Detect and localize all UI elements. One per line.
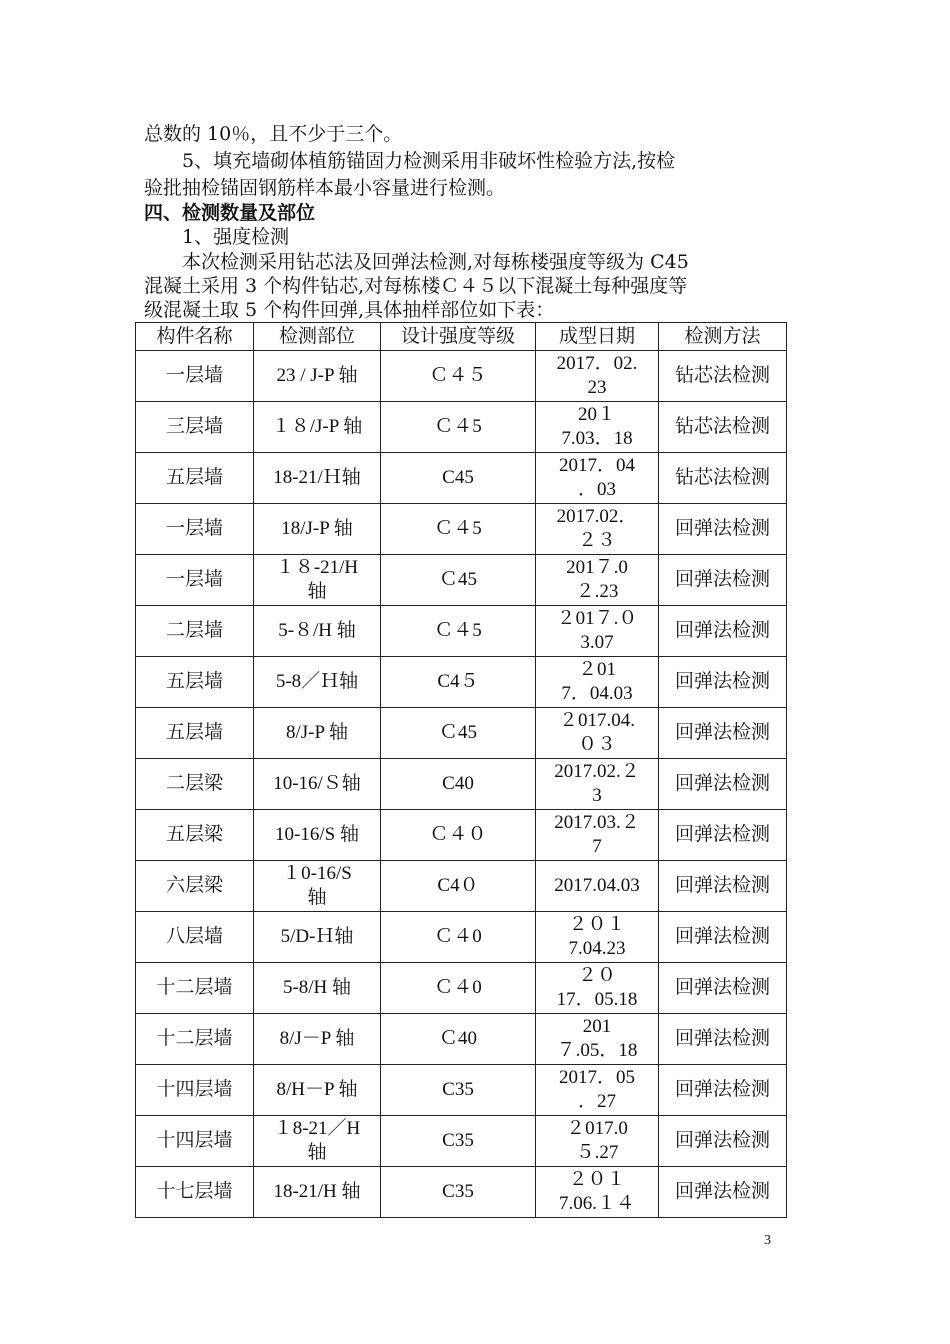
cell-text: 5/D-Ｈ轴 xyxy=(280,926,354,947)
cell-text: 三层墙 xyxy=(165,416,223,437)
cell-text: 二层梁 xyxy=(165,773,223,794)
member-name-cell xyxy=(136,912,254,963)
cell-text: 一层墙 xyxy=(165,518,223,539)
column-header: 构件名称 xyxy=(136,323,254,351)
cell-text: 201 ７.05．18 xyxy=(556,1016,638,1061)
column-header: 成型日期 xyxy=(536,323,659,351)
cell-text: 23 / J-P 轴 xyxy=(276,365,358,386)
cell-text: 钻芯法检测 xyxy=(674,365,770,386)
cell-text: C35 xyxy=(442,1181,474,1202)
test-location-cell xyxy=(254,708,381,759)
member-name-cell xyxy=(136,657,254,708)
casting-date-cell xyxy=(536,504,659,555)
casting-date-cell xyxy=(536,351,659,402)
table-row xyxy=(136,861,787,912)
cell-text: 回弹法检测 xyxy=(674,1079,770,1100)
test-method-cell xyxy=(659,708,787,759)
design-grade-cell xyxy=(381,963,536,1014)
cell-text: 回弹法检测 xyxy=(674,824,770,845)
test-location-cell xyxy=(254,504,381,555)
test-location-cell xyxy=(254,1014,381,1065)
member-name-cell xyxy=(136,504,254,555)
column-header: 检测方法 xyxy=(659,323,787,351)
table-row xyxy=(136,1065,787,1116)
cell-text: 五层梁 xyxy=(165,824,223,845)
cell-text: 二层墙 xyxy=(165,620,223,641)
cell-text: Ｃ４5 xyxy=(434,518,482,539)
design-grade-cell xyxy=(381,861,536,912)
cell-text: 8/H－P 轴 xyxy=(276,1079,358,1100)
design-grade-cell xyxy=(381,810,536,861)
member-name-cell xyxy=(136,861,254,912)
cell-text: C45 xyxy=(442,467,474,488)
test-location-cell xyxy=(254,402,381,453)
paragraph-line-1: 总数的 10％，且不少于三个。 xyxy=(144,123,403,145)
table-body xyxy=(136,351,787,1218)
test-location-cell xyxy=(254,1116,381,1167)
table-row xyxy=(136,912,787,963)
test-method-cell xyxy=(659,861,787,912)
paragraph-line-5: 混凝土采用 3 个构件钻芯,对每栋楼Ｃ４５以下混凝土每种强度等 xyxy=(144,275,688,297)
cell-text: 2017.04.03 xyxy=(554,875,640,896)
cell-text: 十二层墙 xyxy=(156,977,233,998)
cell-text: 回弹法检测 xyxy=(674,722,770,743)
paragraph-line-6: 级混凝土取 5 个构件回弹,具体抽样部位如下表： xyxy=(144,299,555,321)
page-number: 3 xyxy=(764,1233,771,1248)
table-header-row xyxy=(136,323,787,351)
column-header: 检测部位 xyxy=(254,323,381,351)
cell-text: 回弹法检测 xyxy=(674,1028,770,1049)
design-grade-cell xyxy=(381,1167,536,1218)
cell-text: ２01７.０ 3.07 xyxy=(556,608,638,653)
cell-text: 2017.02.２ 3 xyxy=(554,761,640,806)
cell-text: ２０１ 7.04.23 xyxy=(568,914,626,959)
table-row xyxy=(136,351,787,402)
casting-date-cell xyxy=(536,657,659,708)
cell-text: 回弹法检测 xyxy=(674,569,770,590)
table-row xyxy=(136,555,787,606)
cell-text: ２０１ 7.06.１４ xyxy=(558,1169,635,1214)
cell-text: Ｃ45 xyxy=(438,722,477,743)
cell-text: 2017．04 ．03 xyxy=(558,455,635,500)
subsection-title: 1、强度检测 xyxy=(144,226,290,248)
table-row xyxy=(136,657,787,708)
cell-text: １8-21／H 轴 xyxy=(273,1118,361,1163)
test-location-cell xyxy=(254,861,381,912)
cell-text: Ｃ40 xyxy=(438,1028,477,1049)
design-grade-cell xyxy=(381,657,536,708)
cell-text: 8/J－P 轴 xyxy=(279,1028,355,1049)
test-method-cell xyxy=(659,1116,787,1167)
cell-text: 5-８/H 轴 xyxy=(278,620,356,641)
design-grade-cell xyxy=(381,1116,536,1167)
casting-date-cell xyxy=(536,708,659,759)
design-grade-cell xyxy=(381,759,536,810)
test-method-cell xyxy=(659,912,787,963)
cell-text: Ｃ４0 xyxy=(434,926,482,947)
test-location-cell xyxy=(254,1167,381,1218)
cell-text: 回弹法检测 xyxy=(674,926,770,947)
member-name-cell xyxy=(136,351,254,402)
casting-date-cell xyxy=(536,963,659,1014)
cell-text: 10-16/Ｓ轴 xyxy=(273,773,361,794)
test-location-cell xyxy=(254,453,381,504)
cell-text: 一层墙 xyxy=(165,365,223,386)
cell-text: 十二层墙 xyxy=(156,1028,233,1049)
test-location-cell xyxy=(254,810,381,861)
table-row xyxy=(136,402,787,453)
test-method-cell xyxy=(659,555,787,606)
cell-text: 回弹法检测 xyxy=(674,1181,770,1202)
cell-text: 回弹法检测 xyxy=(674,977,770,998)
test-method-cell xyxy=(659,453,787,504)
cell-text: 20１ 7.03．18 xyxy=(561,404,633,449)
member-name-cell xyxy=(136,759,254,810)
cell-text: Ｃ４0 xyxy=(434,977,482,998)
cell-text: 钻芯法检测 xyxy=(674,416,770,437)
cell-text: 8/J-P 轴 xyxy=(285,722,349,743)
design-grade-cell xyxy=(381,1014,536,1065)
cell-text: Ｃ４5 xyxy=(434,416,482,437)
test-method-cell xyxy=(659,351,787,402)
table-row xyxy=(136,708,787,759)
casting-date-cell xyxy=(536,606,659,657)
test-location-cell xyxy=(254,351,381,402)
cell-text: 2017．05 ．27 xyxy=(558,1067,635,1112)
casting-date-cell xyxy=(536,1014,659,1065)
casting-date-cell xyxy=(536,1065,659,1116)
test-location-cell xyxy=(254,657,381,708)
table-row xyxy=(136,759,787,810)
design-grade-cell xyxy=(381,912,536,963)
member-name-cell xyxy=(136,402,254,453)
member-name-cell xyxy=(136,810,254,861)
cell-text: 回弹法检测 xyxy=(674,518,770,539)
cell-text: 十四层墙 xyxy=(156,1079,233,1100)
table-row xyxy=(136,504,787,555)
cell-text: 十七层墙 xyxy=(156,1181,233,1202)
casting-date-cell xyxy=(536,759,659,810)
member-name-cell xyxy=(136,453,254,504)
test-method-cell xyxy=(659,504,787,555)
table-row xyxy=(136,606,787,657)
cell-text: C4５ xyxy=(437,671,479,692)
cell-text: ２０ 17．05.18 xyxy=(556,965,638,1010)
cell-text: 五层墙 xyxy=(165,671,223,692)
cell-text: Ｃ45 xyxy=(438,569,477,590)
casting-date-cell xyxy=(536,555,659,606)
cell-text: 回弹法检测 xyxy=(674,875,770,896)
cell-text: 2017．02. 23 xyxy=(556,353,638,398)
casting-date-cell xyxy=(536,1116,659,1167)
cell-text: 回弹法检测 xyxy=(674,1130,770,1151)
cell-text: 18/J-P 轴 xyxy=(281,518,353,539)
cell-text: ２017.04. ０３ xyxy=(558,710,635,755)
table-row xyxy=(136,1116,787,1167)
cell-text: C35 xyxy=(442,1130,474,1151)
cell-text: １0-16/S 轴 xyxy=(282,863,352,908)
design-grade-cell xyxy=(381,351,536,402)
design-grade-cell xyxy=(381,402,536,453)
cell-text: 五层墙 xyxy=(165,467,223,488)
cell-text: 5-8/H 轴 xyxy=(282,977,352,998)
test-method-cell xyxy=(659,963,787,1014)
table-row xyxy=(136,810,787,861)
design-grade-cell xyxy=(381,453,536,504)
member-name-cell xyxy=(136,963,254,1014)
member-name-cell xyxy=(136,1065,254,1116)
cell-text: 六层梁 xyxy=(165,875,223,896)
test-method-cell xyxy=(659,402,787,453)
test-method-cell xyxy=(659,657,787,708)
cell-text: ２017.0 ５.27 xyxy=(566,1118,628,1163)
cell-text: Ｃ４5 xyxy=(434,620,482,641)
paragraph-line-4: 本次检测采用钻芯法及回弹法检测,对每栋楼强度等级为 C45 xyxy=(144,251,689,273)
cell-text: 一层墙 xyxy=(165,569,223,590)
test-location-cell xyxy=(254,912,381,963)
test-location-cell xyxy=(254,606,381,657)
casting-date-cell xyxy=(536,1167,659,1218)
casting-date-cell xyxy=(536,912,659,963)
cell-text: １８-21/H 轴 xyxy=(275,557,359,602)
test-location-cell xyxy=(254,963,381,1014)
cell-text: 回弹法检测 xyxy=(674,773,770,794)
paragraph-line-2: 5、填充墙砌体植筋锚固力检测采用非破坏性检验方法,按检 xyxy=(144,150,676,172)
cell-text: 10-16/S 轴 xyxy=(275,824,359,845)
cell-text: 2017.03.２ 7 xyxy=(554,812,640,857)
casting-date-cell xyxy=(536,810,659,861)
casting-date-cell xyxy=(536,453,659,504)
member-name-cell xyxy=(136,1014,254,1065)
design-grade-cell xyxy=(381,606,536,657)
design-grade-cell xyxy=(381,708,536,759)
member-name-cell xyxy=(136,555,254,606)
design-grade-cell xyxy=(381,555,536,606)
test-method-cell xyxy=(659,1065,787,1116)
cell-text: 五层墙 xyxy=(165,722,223,743)
test-method-cell xyxy=(659,606,787,657)
cell-text: C40 xyxy=(442,773,474,794)
cell-text: Ｃ４５ xyxy=(429,365,487,386)
design-grade-cell xyxy=(381,504,536,555)
test-method-cell xyxy=(659,1014,787,1065)
test-method-cell xyxy=(659,759,787,810)
cell-text: C35 xyxy=(442,1079,474,1100)
section-heading: 四、检测数量及部位 xyxy=(144,202,316,224)
test-location-cell xyxy=(254,1065,381,1116)
table-row xyxy=(136,1014,787,1065)
table-row xyxy=(136,963,787,1014)
cell-text: １８/J-P 轴 xyxy=(271,416,363,437)
cell-text: 2017.02． ２３ xyxy=(556,506,638,551)
cell-text: 回弹法检测 xyxy=(674,620,770,641)
column-header: 设计强度等级 xyxy=(381,323,536,351)
cell-text: C4０ xyxy=(437,875,479,896)
cell-text: 八层墙 xyxy=(165,926,223,947)
paragraph-line-3: 验批抽检锚固钢筋样本最小容量进行检测。 xyxy=(144,177,506,199)
cell-text: 十四层墙 xyxy=(156,1130,233,1151)
cell-text: 5-8／Ｈ轴 xyxy=(275,671,359,692)
test-location-cell xyxy=(254,759,381,810)
test-method-cell xyxy=(659,810,787,861)
test-method-cell xyxy=(659,1167,787,1218)
cell-text: 钻芯法检测 xyxy=(674,467,770,488)
table-row xyxy=(136,1167,787,1218)
member-name-cell xyxy=(136,1116,254,1167)
design-grade-cell xyxy=(381,1065,536,1116)
cell-text: Ｃ４０ xyxy=(429,824,487,845)
member-name-cell xyxy=(136,606,254,657)
cell-text: ２01 7．04.03 xyxy=(561,659,633,704)
cell-text: 18-21/Ｈ轴 xyxy=(273,467,361,488)
cell-text: 201７.0 ２.23 xyxy=(566,557,628,602)
casting-date-cell xyxy=(536,402,659,453)
table-row xyxy=(136,453,787,504)
member-name-cell xyxy=(136,708,254,759)
test-location-cell xyxy=(254,555,381,606)
casting-date-cell xyxy=(536,861,659,912)
member-name-cell xyxy=(136,1167,254,1218)
cell-text: 18-21/H 轴 xyxy=(273,1181,361,1202)
cell-text: 回弹法检测 xyxy=(674,671,770,692)
sampling-table xyxy=(135,322,787,1218)
